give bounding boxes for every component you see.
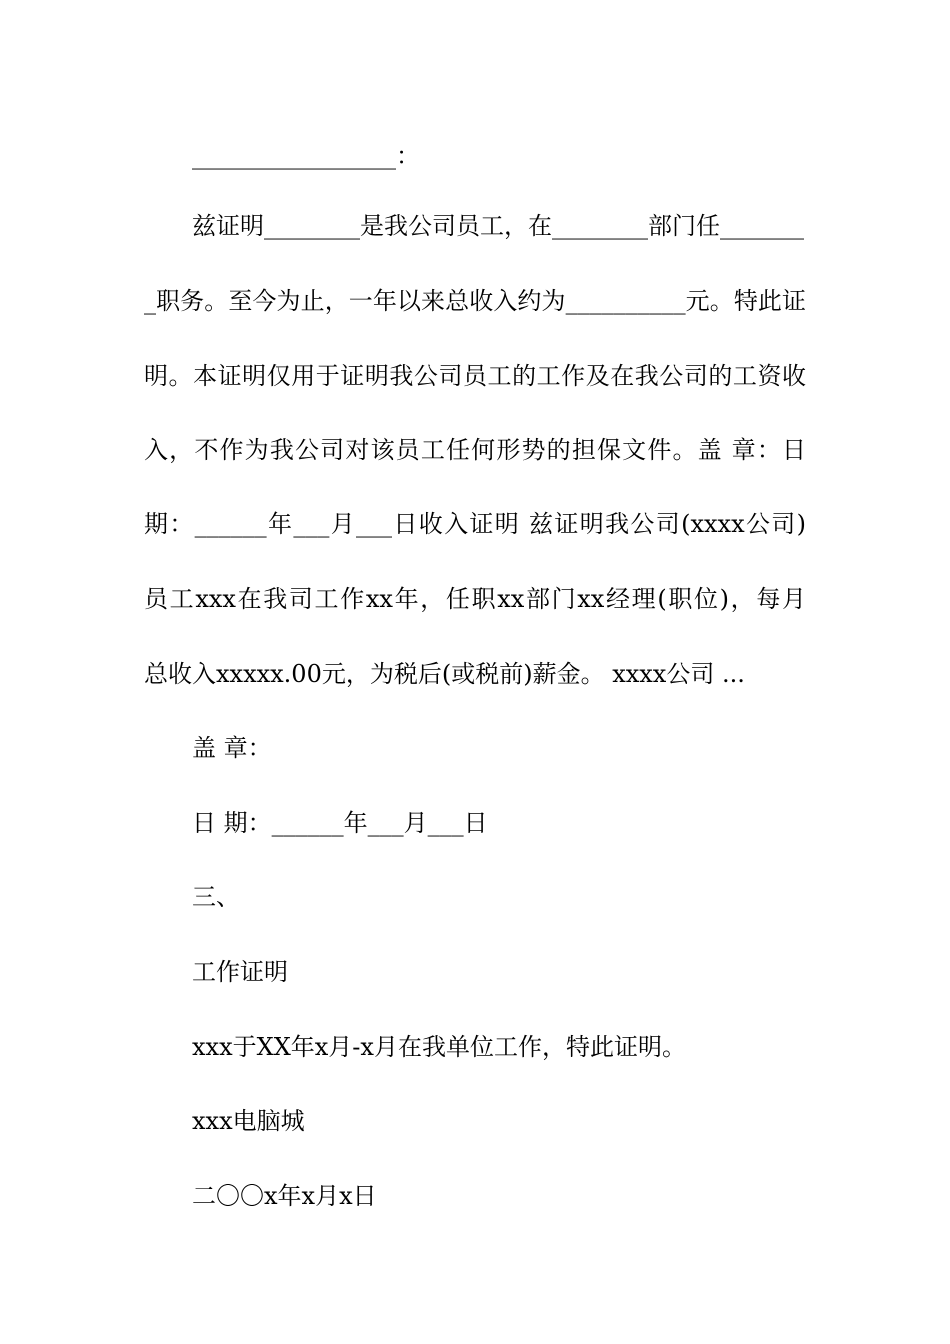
issue-date: 二〇〇x年x月x日 <box>192 1182 377 1210</box>
paragraph-line-5: 期：______年___月___日收入证明 兹证明我公司(xxxx公司) <box>144 510 806 538</box>
section-title: 工作证明 <box>192 958 288 986</box>
paragraph-line-6: 员工xxx在我司工作xx年，任职xx部门xx经理(职位)，每月 <box>144 585 806 613</box>
salutation-line: _________________： <box>192 142 420 170</box>
paragraph-line-3: 明。本证明仅用于证明我公司员工的工作及在我公司的工资收 <box>144 362 806 390</box>
paragraph-line-7: 总收入xxxxx.00元，为税后(或税前)薪金。 xxxx公司 ... <box>144 660 745 688</box>
section-number: 三、 <box>192 883 240 911</box>
paragraph-line-2: _职务。至今为止，一年以来总收入约为__________元。特此证 <box>144 287 806 315</box>
paragraph-line-4: 入，不作为我公司对该员工任何形势的担保文件。盖 章：日 <box>144 436 806 464</box>
date-line: 日 期：______年___月___日 <box>192 809 488 837</box>
work-statement: xxx于XX年x月-x月在我单位工作，特此证明。 <box>192 1033 686 1061</box>
seal-label: 盖 章： <box>192 734 272 762</box>
paragraph-line-1: 兹证明________是我公司员工，在________部门任_______ <box>192 212 804 240</box>
issuer-name: xxx电脑城 <box>192 1107 305 1135</box>
